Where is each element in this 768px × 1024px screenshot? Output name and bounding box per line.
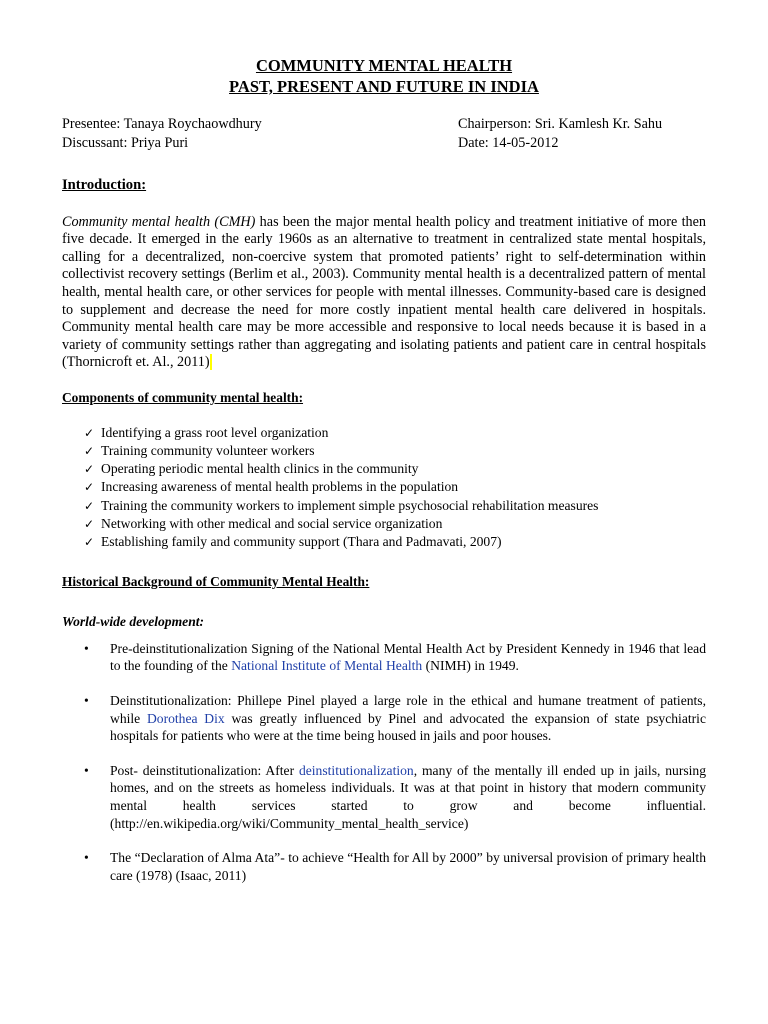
dorothea-dix-link[interactable]: Dorothea Dix	[146, 710, 225, 726]
list-item: • Deinstitutionalization: Phillepe Pinel played a large role in the ethical and humane treatment of patients, while Dorothea Dix was greatly influenced by Pinel and advocated the expansion of state psychiatric hospitals for patients who were at the time being housed in jails and poor houses.	[84, 692, 706, 744]
title-line-1: COMMUNITY MENTAL HEALTH	[255, 56, 513, 75]
bullet-dot-icon: •	[84, 692, 89, 708]
introduction-body: has been the major mental health policy and treatment initiative of more then five decade. It emerged in the early 1960s as an alternative to treatment in centralized state mental hospitals, calling for a decentralized, non-coercive system that promoted patients’ right to self-determination within collectivist recovery settings (Berlim et al., 2003). Community mental health is a decentralized pattern of mental health, mental health care, or other services for people with mental illnesses. Community-based care is designed to supplement and decrease the need for more costly inpatient mental health care delivered in hospitals. Community mental health care may be more accessible and responsive to local needs because it is based in a variety of community settings rather than aggregating and isolating patients and patient care in central hospitals (Thornicroft et. Al., 2011)	[62, 213, 706, 371]
list-item: ✓ Training community volunteer workers	[84, 442, 706, 460]
list-item: ✓ Identifying a grass root level organization	[84, 424, 706, 442]
check-mark-icon: ✓	[84, 480, 95, 495]
presentee: Presentee: Tanaya Roychaowdhury	[62, 116, 262, 132]
check-mark-icon: ✓	[84, 535, 95, 550]
components-heading: Components of community mental health:	[62, 389, 304, 405]
list-item: • Post- deinstitutionalization: After deinstitutionalization, many of the mentally ill ended up in jails, nursing homes, and on the streets as homeless individuals. It was at that point in history that modern community mental health services started to grow and become influential. (http://en.wikipedia.org/wiki/Community_mental_health_service)	[84, 762, 707, 831]
title-line-2: PAST, PRESENT AND FUTURE IN INDIA	[229, 77, 539, 96]
worldwide-subheading: World-wide development:	[62, 614, 205, 630]
components-list	[62, 424, 706, 552]
introduction-paragraph	[62, 214, 706, 372]
check-mark-icon: ✓	[84, 517, 95, 532]
highlight-mark	[210, 354, 212, 370]
list-item: ✓ Increasing awareness of mental health problems in the population	[84, 478, 706, 496]
chairperson: Chairperson: Sri. Kamlesh Kr. Sahu	[458, 116, 663, 132]
meta-block	[62, 116, 706, 156]
check-mark-icon: ✓	[84, 425, 95, 440]
check-mark-icon: ✓	[84, 498, 95, 513]
document-page	[62, 55, 706, 901]
bullet-dot-icon: •	[84, 850, 89, 866]
nimh-link[interactable]: National Institute of Mental Health	[231, 658, 423, 674]
discussant: Discussant: Priya Puri	[62, 135, 189, 151]
check-mark-icon: ✓	[84, 462, 95, 477]
bullet-dot-icon: •	[84, 762, 89, 778]
introduction-heading: Introduction:	[62, 177, 147, 193]
list-item: ✓ Establishing family and community support (Thara and Padmavati, 2007)	[84, 533, 706, 551]
list-item: ✓ Networking with other medical and social service organization	[84, 515, 706, 533]
check-mark-icon: ✓	[84, 443, 95, 458]
history-heading: Historical Background of Community Mental Health:	[62, 573, 370, 589]
document-title	[62, 55, 706, 97]
list-item: • Pre-deinstitutionalization Signing of the National Mental Health Act by President Kennedy in 1946 that lead to the founding of the National Institute of Mental Health (NIMH) in 1949.	[84, 640, 706, 674]
list-item: ✓ Operating periodic mental health clinics in the community	[84, 460, 706, 478]
history-list	[62, 640, 706, 885]
bullet-dot-icon: •	[84, 640, 89, 656]
list-item: • The “Declaration of Alma Ata”- to achieve “Health for All by 2000” by universal provision of primary health care (1978) (Isaac, 2011)	[84, 850, 706, 883]
deinstitutionalization-link[interactable]: deinstitutionalization	[298, 762, 414, 778]
list-item: ✓ Training the community workers to implement simple psychosocial rehabilitation measures	[84, 497, 706, 515]
date: Date: 14-05-2012	[458, 135, 559, 151]
cmh-term: Community mental health (CMH)	[62, 213, 256, 230]
